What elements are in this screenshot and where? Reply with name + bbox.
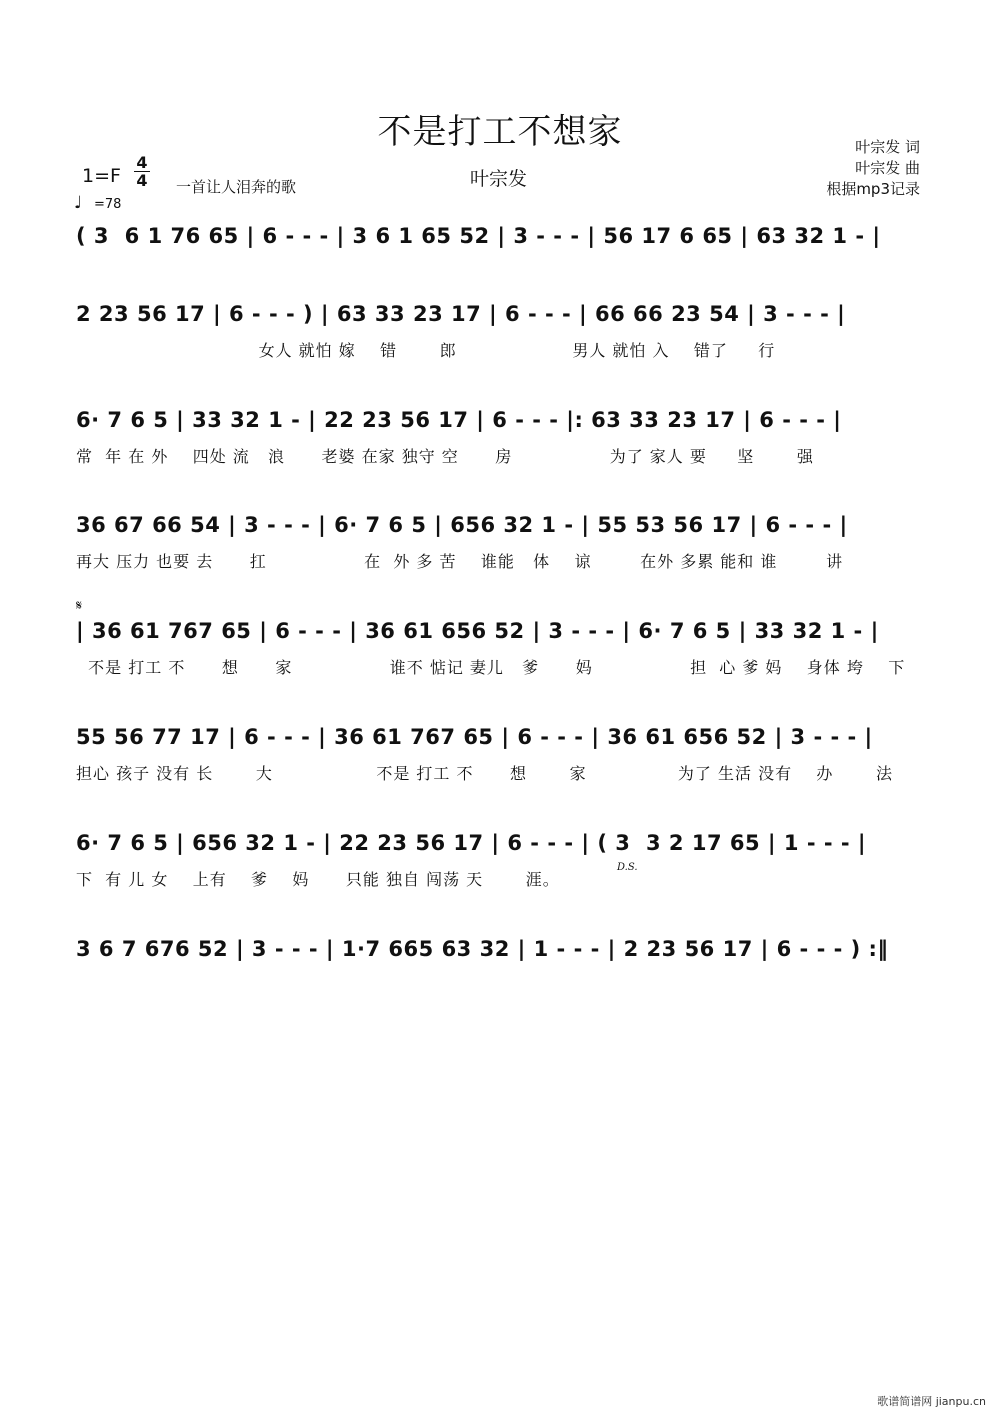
tempo-marking: =78 [94,197,122,212]
time-signature-top: 4 [136,153,148,172]
notes-line-4: 36 67 66 54 | 3 - - - | 6· 7 6 5 | 656 32 1 - | 55 53 56 17 | 6 - - - | [76,513,848,537]
watermark: 歌谱简谱网 jianpu.cn [877,1395,986,1408]
page-title: 不是打工不想家 [377,112,623,152]
time-signature-bottom: 4 [134,171,150,189]
notes-line-7: 6· 7 6 5 | 656 32 1 - | 22 23 56 17 | 6 - - - | ( 3 3 2 17 65 | 1 - - - | [76,831,867,855]
time-signature [134,154,150,189]
key-signature: 1=F [82,165,121,187]
lyrics-line-7: 下 有 儿 女 上有 爹 妈 只能 独自 闯荡 天 涯。 [76,870,560,889]
notes-line-1: ( 3 6 1 76 65 | 6 - - - | 3 6 1 65 52 | 3 - - - | 56 17 6 65 | 63 32 1 - | [76,224,881,248]
notes-line-8: 3 6 7 676 52 | 3 - - - | 1·7 665 63 32 | 1 - - - | 2 23 56 17 | 6 - - - ) :‖ [76,937,889,961]
notes-line-3: 6· 7 6 5 | 33 32 1 - | 22 23 56 17 | 6 - - - |: 63 33 23 17 | 6 - - - | [76,408,842,432]
singer-name: 叶宗发 [470,168,528,190]
subtitle: 一首让人泪奔的歌 [176,178,297,196]
lyricist-credit: 叶宗发 词 [855,138,920,156]
notes-line-5: | 36 61 767 65 | 6 - - - | 36 61 656 52 | 3 - - - | 6· 7 6 5 | 33 32 1 - | [76,619,879,643]
lyrics-line-4: 再大 压力 也要 去 扛 在 外 多 苦 谁能 体 谅 在外 多累 能和 谁 讲 [76,552,844,571]
lyrics-line-5: 不是 打工 不 想 家 谁不 惦记 妻儿 爹 妈 担 心 爹 妈 身体 垮 下 [76,658,906,677]
lyrics-line-3: 常 年 在 外 四处 流 浪 老婆 在家 独守 空 房 为了 家人 要 坚 强 [76,447,814,466]
notes-line-2: 2 23 56 17 | 6 - - - ) | 63 33 23 17 | 6 - - - | 66 66 23 54 | 3 - - - | [76,302,846,326]
lyrics-line-2: 女人 就怕 嫁 错 郎 男人 就怕 入 错了 行 [76,341,776,360]
segno-sign: 𝄋 [76,598,83,614]
composer-credit: 叶宗发 曲 [855,159,920,177]
ds-marking: D.S. [617,862,638,873]
quarter-note-icon: ♩ [74,193,83,213]
lyrics-line-6: 担心 孩子 没有 长 大 不是 打工 不 想 家 为了 生活 没有 办 法 [76,764,894,783]
notes-line-6: 55 56 77 17 | 6 - - - | 36 61 767 65 | 6 - - - | 36 61 656 52 | 3 - - - | [76,725,873,749]
transcription-note: 根据mp3记录 [826,180,920,198]
